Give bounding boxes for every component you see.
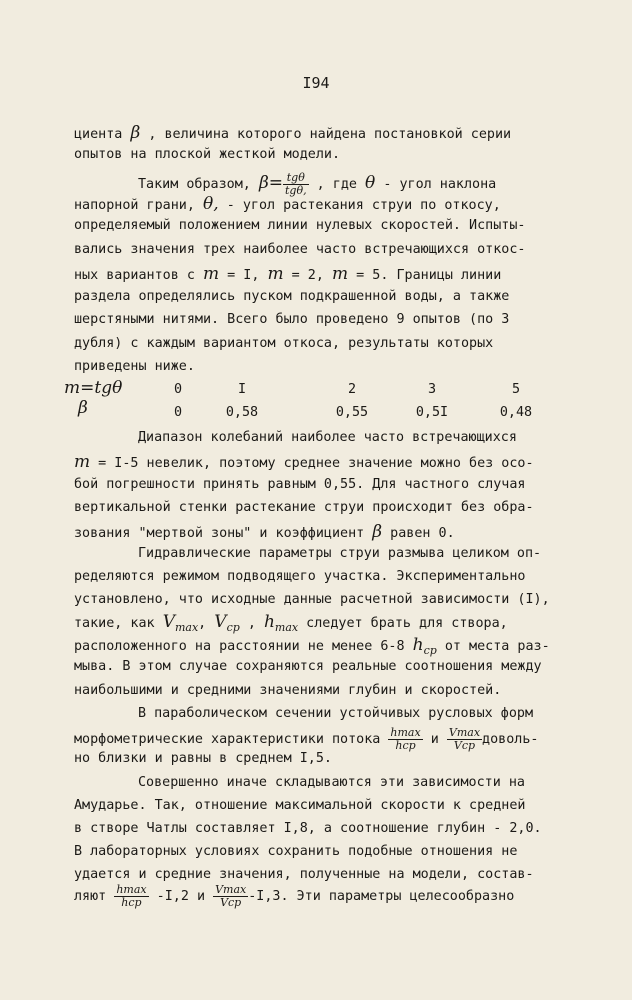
text-line: циента β , величина которого найдена постановкой серии <box>74 123 512 143</box>
text-line: дубля) с каждым вариантом откоса, результаты которых <box>74 336 494 351</box>
text-line: напорной грани, θ, - угол растекания струи по откосу, <box>74 194 501 214</box>
fraction-h: $\frac{hmax}{\text{hср}}$ <box>116 883 147 909</box>
text-line: удается и средние значения, полученные на модели, состав- <box>74 867 534 882</box>
text-line: Совершенно иначе складываются эти зависимости на <box>138 775 525 790</box>
table-cell: 0,58 <box>225 405 259 420</box>
text-line: бой погрешности принять равным 0,55. Для частного случая <box>74 477 526 492</box>
page-number: I94 <box>302 74 330 92</box>
symbol-beta: β <box>130 123 141 143</box>
table-cell: I <box>237 382 247 397</box>
fraction-h: $\frac{hmax}{\text{hср}}$ <box>390 726 421 752</box>
table-cell: 0 <box>173 405 183 420</box>
text-line: Таким образом, β= $\frac{\text{tgθ}}{\text{tgθ,}}$ , где θ - угол наклона <box>138 171 497 197</box>
symbol-beta-eq: β= <box>258 173 284 194</box>
table-cell: 3 <box>427 382 437 397</box>
text-line: шерстяными нитями. Всего было проведено 9 опытов (по 3 <box>74 312 510 327</box>
table-header-label: m=tgθ <box>64 378 123 398</box>
text-line: такие, как $V_{max}$, $V_{ср}$ , $h_{max}$ следует брать для створа, <box>74 612 508 634</box>
table-cell: 0 <box>173 382 183 397</box>
text-line: в створе Чатлы составляет I,8, а соотношение глубин - 2,0. <box>74 821 542 836</box>
text-line: установлено, что исходные данные расчетной зависимости (I), <box>74 592 550 607</box>
table-cell: 2 <box>347 382 357 397</box>
text-line: Гидравлические параметры струи размыва целиком оп- <box>138 546 542 561</box>
text-line: приведены ниже. <box>74 359 195 374</box>
text-line: зования "мертвой зоны" и коэффициент β равен 0. <box>74 522 455 542</box>
text-line: ляют $\frac{hmax}{\text{hср}}$ -I,2 и $\frac{Vmax}{\text{Vср}}$ -I,3. Эти параметры целесообразно <box>74 883 515 909</box>
text-line: m = I-5 невелик, поэтому среднее значение можно без осо- <box>74 452 534 472</box>
table-cell: 0,5I <box>415 405 449 420</box>
symbol-theta: θ <box>365 173 376 194</box>
table-row-label: β <box>78 398 88 418</box>
fraction-v: $\frac{Vmax}{\text{Vср}}$ <box>448 726 481 752</box>
text-line: Амударье. Так, отношение максимальной скорости к средней <box>74 798 526 813</box>
fraction-tg: $\frac{\text{tgθ}}{\text{tgθ,}}$ <box>285 171 307 197</box>
text-line: вались значения трех наиболее часто встречающихся откос- <box>74 242 526 257</box>
text-line: вертикальной стенки растекание струи происходит без обра- <box>74 500 534 515</box>
table-cell: 0,48 <box>499 405 533 420</box>
text-line: Диапазон колебаний наиболее часто встречающихся <box>138 430 517 445</box>
text-line: ределяются режимом подводящего участка. Экспериментально <box>74 569 526 584</box>
text-line: морфометрические характеристики потока $\frac{hmax}{\text{hср}}$ и $\frac{Vmax}{\text{Vср}}$ доволь- <box>74 726 539 752</box>
text-line: опытов на плоской жесткой модели. <box>74 147 341 162</box>
text-line: ных вариантов с m = I, m = 2, m = 5. Границы линии <box>74 264 502 284</box>
text-line: В лабораторных условиях сохранить подобные отношения не <box>74 844 518 859</box>
text-line: раздела определялись пуском подкрашенной воды, а также <box>74 289 510 304</box>
text-line: наибольшими и средними значениями глубин и скоростей. <box>74 683 502 698</box>
text-line: определяемый положением линии нулевых скоростей. Испыты- <box>74 218 526 233</box>
table-cell: 5 <box>511 382 521 397</box>
symbol-theta1: θ, <box>203 194 219 214</box>
fraction-v: $\frac{Vmax}{\text{Vср}}$ <box>215 883 247 909</box>
text-line: но близки и равны в среднем I,5. <box>74 751 332 766</box>
text-line: В параболическом сечении устойчивых русловых форм <box>138 706 534 721</box>
table-cell: 0,55 <box>335 405 369 420</box>
text-line: расположенного на расстоянии не менее 6-8 $h_{ср}$ от места раз- <box>74 635 550 657</box>
text-line: мыва. В этом случае сохраняются реальные соотношения между <box>74 659 542 674</box>
